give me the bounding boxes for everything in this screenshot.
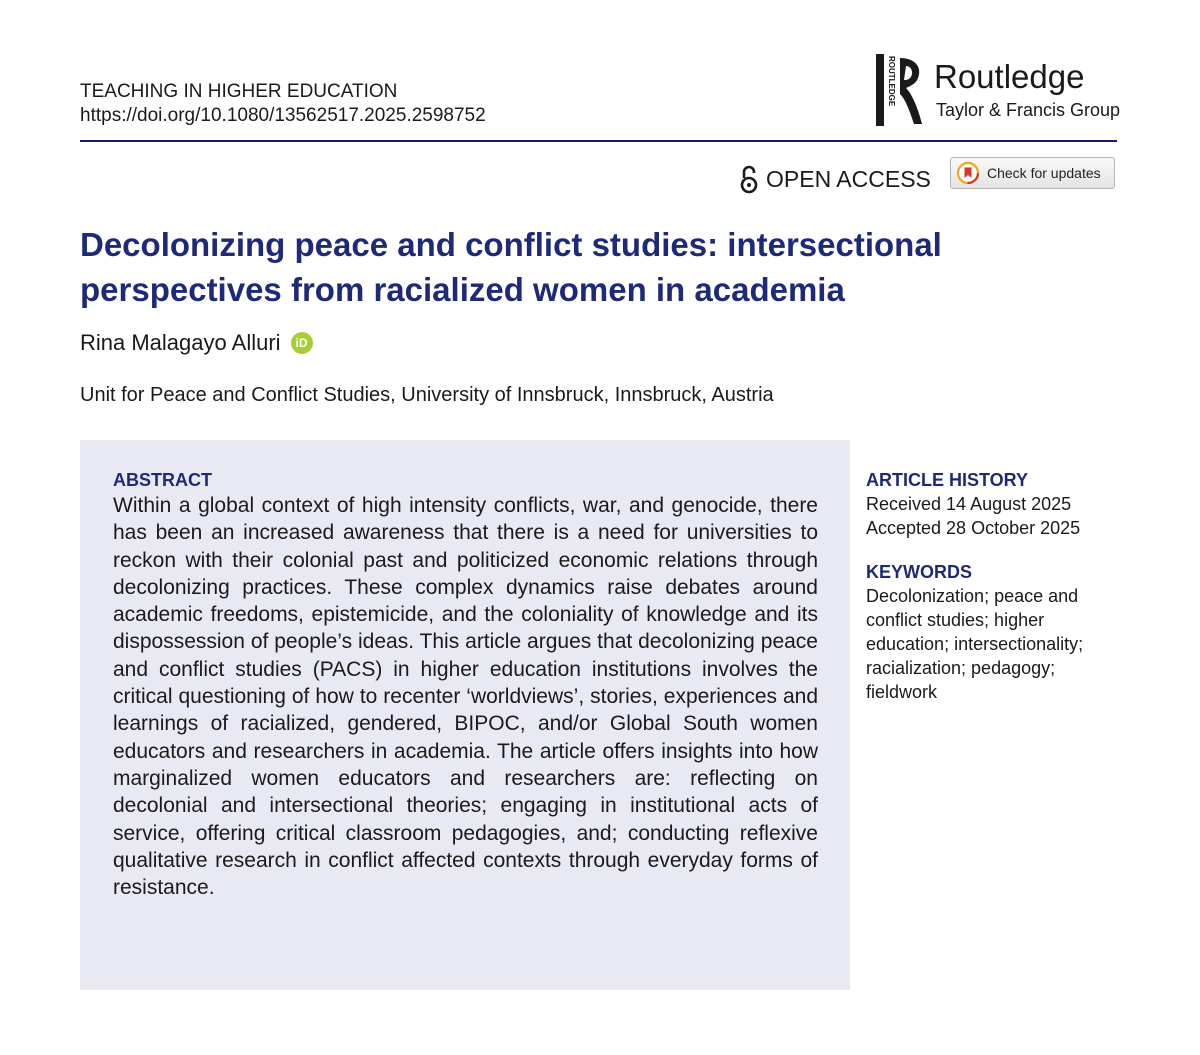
keywords-heading: KEYWORDS xyxy=(866,562,973,582)
check-updates-label: Check for updates xyxy=(987,165,1101,181)
header-divider xyxy=(80,140,1117,142)
svg-text:ROUTLEDGE: ROUTLEDGE xyxy=(887,56,896,107)
abstract-heading: ABSTRACT xyxy=(113,470,212,490)
open-lock-icon xyxy=(738,164,760,194)
article-title: Decolonizing peace and conflict studies: intersectional perspectives from racialized women in academia xyxy=(80,226,942,308)
article-history-heading: ARTICLE HISTORY xyxy=(866,470,1029,490)
check-updates-button[interactable] xyxy=(950,157,1115,189)
accepted-date: Accepted 28 October 2025 xyxy=(866,518,1081,538)
bookmark-check-icon xyxy=(957,162,979,184)
routledge-logo-icon xyxy=(876,54,926,126)
publisher-group: Taylor & Francis Group xyxy=(936,100,1121,120)
open-access-badge xyxy=(738,164,931,194)
publisher-brand xyxy=(876,54,1126,134)
author-affiliation: Unit for Peace and Conflict Studies, University of Innsbruck, Innsbruck, Austria xyxy=(80,384,774,406)
keywords-list: Decolonization; peace and conflict studies; higher education; intersectionality; racialization; pedagogy; fieldwork xyxy=(866,586,1084,702)
journal-name: TEACHING IN HIGHER EDUCATION xyxy=(80,81,398,102)
author-line xyxy=(80,330,313,356)
journal-header xyxy=(80,80,486,128)
received-date: Received 14 August 2025 xyxy=(866,494,1072,514)
article-metadata xyxy=(866,468,1116,704)
publisher-name: Routledge xyxy=(934,58,1085,95)
abstract-box xyxy=(80,440,850,990)
orcid-icon[interactable]: iD xyxy=(291,332,313,354)
abstract-text: Within a global context of high intensity conflicts, war, and genocide, there has been an increased awareness that there is a need for universities to reckon with their colonial past and politicized economic relations through decolonizing practices. These complex dynamics raise debates around academic freedoms, epistemicide, and the coloniality of knowledge and its dispossession of people’s ideas. This article argues that decolonizing peace and conflict studies (PACS) in higher education institutions involves the critical questioning of how to recenter ‘worldviews’, stories, experiences and learnings of racialized, gendered, BIPOC, and/or Global South women educators and researchers in academia. The article offers insights into how marginalized women educators and researchers are: reflecting on decolonial and intersectional theories; engaging in institutional acts of service, offering critical classroom pedagogies, and; conducting reflexive qualitative research in conflict affected contexts through everyday forms of resistance. xyxy=(113,494,818,900)
author-name[interactable]: Rina Malagayo Alluri xyxy=(80,330,281,355)
open-access-label: OPEN ACCESS xyxy=(766,165,931,192)
doi-link[interactable]: https://doi.org/10.1080/13562517.2025.2598752 xyxy=(80,105,486,126)
